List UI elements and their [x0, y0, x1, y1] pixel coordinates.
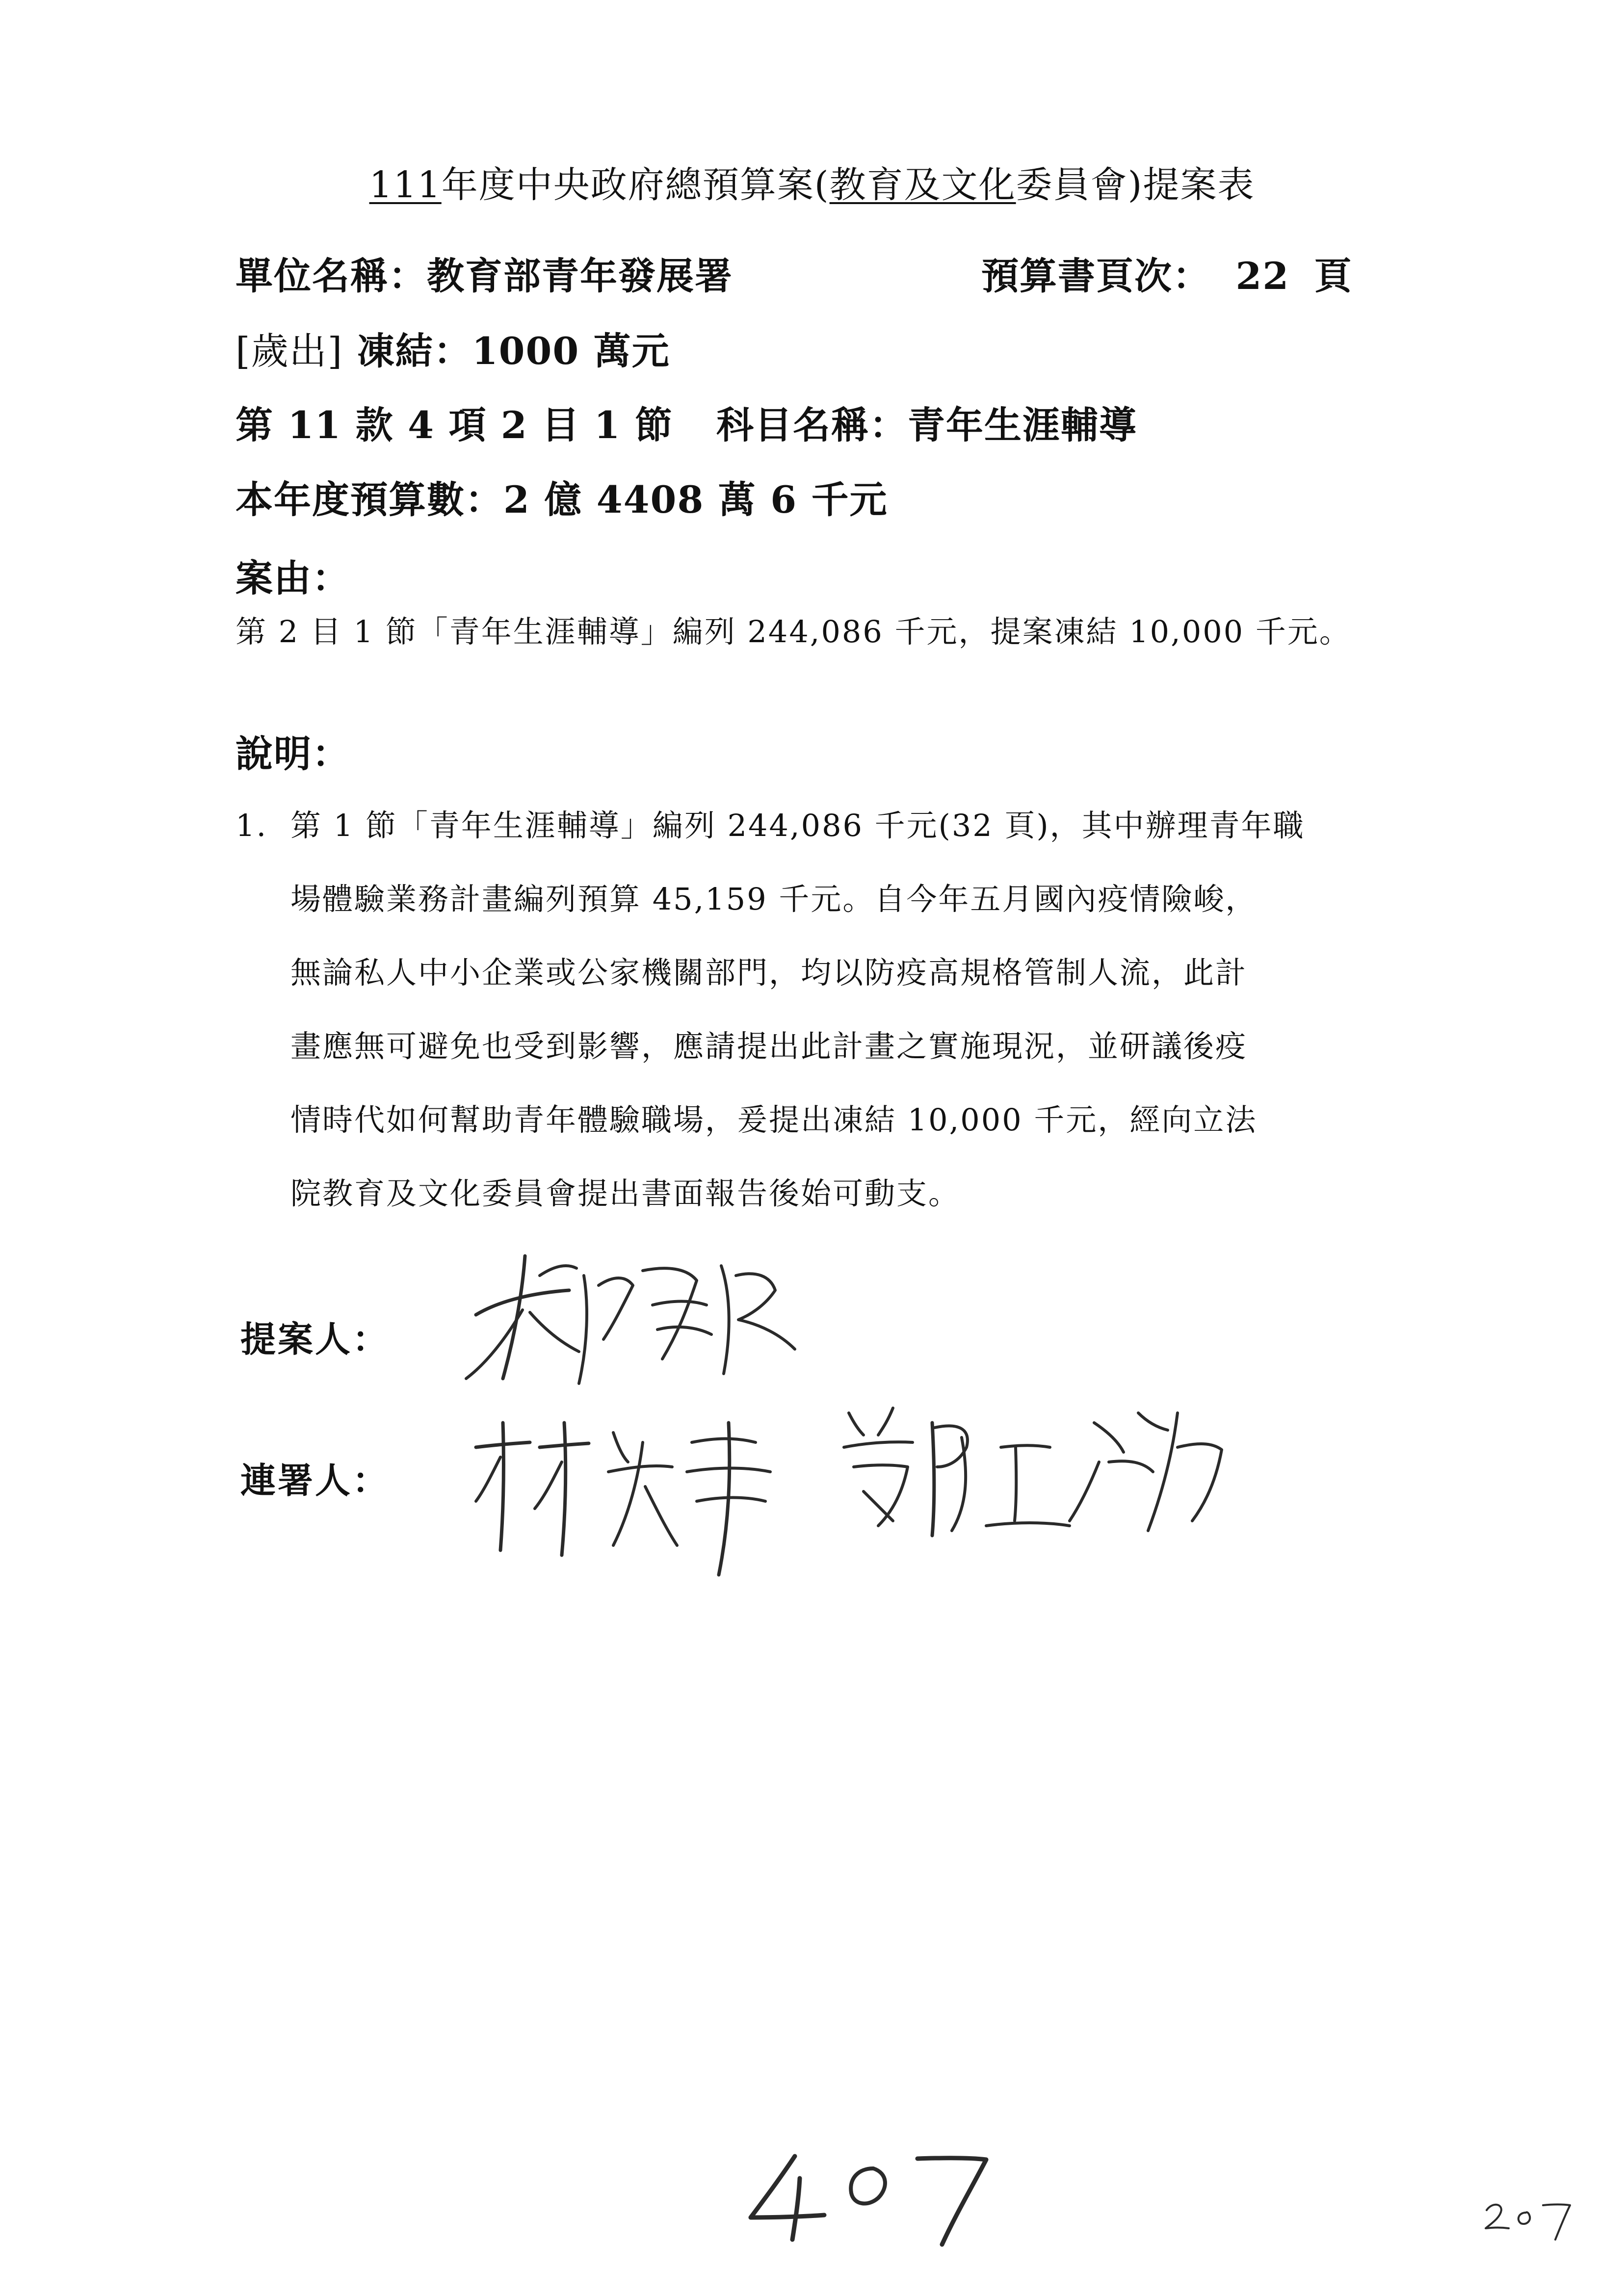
- budget-label: 本年度預算數：: [236, 478, 503, 522]
- cosigner-signature-1: [471, 1413, 785, 1580]
- page-number-large: [741, 2149, 996, 2247]
- budget-page-label: 預算書頁次：: [981, 254, 1211, 298]
- section-line: [236, 395, 673, 449]
- freeze-label: 凍結：: [357, 329, 472, 373]
- subject-label: 科目名稱：: [716, 403, 908, 447]
- reason-heading: 案由：: [236, 556, 350, 600]
- unit-name: 教育部青年發展署: [427, 254, 733, 298]
- page-number-small-drawing: [1482, 2193, 1575, 2242]
- title-end: 委員會)提案表: [1016, 164, 1255, 206]
- budget-page-line: [981, 246, 1353, 300]
- budget-amount: 2 億 4408 萬 6 千元: [503, 478, 888, 522]
- form-title: [0, 156, 1624, 208]
- cosigner-signature-1-drawing: [471, 1413, 785, 1580]
- page-number-small: [1482, 2193, 1575, 2242]
- explanation-item-text: 第 1 節「青年生涯輔導」編列 244,086 千元(32 頁)，其中辦理青年職 場體驗業務計畫編列預算 45,159 千元。自今年五月國內疫情險峻， 無論私人中小企業或公家機關部門，均以防疫高規格管制人流，此計 畫應無可避免也受到影響，應請提出此計畫之實施現況，並研議後疫 情時代如何幫助青年體驗職場，爰提出凍結 10,000 千元，經向立法 院教育及文化委員會提出書面報告後始可動支。: [290, 808, 1305, 1211]
- section-code: 第 11 款 4 項 2 目 1 節: [236, 403, 674, 447]
- unit-line: [236, 246, 733, 300]
- page-number-large-drawing: [741, 2149, 996, 2247]
- expenditure-tag: [歲出]: [236, 329, 343, 373]
- budget-page-suffix: 頁: [1314, 254, 1353, 298]
- proposer-signature: [456, 1246, 810, 1393]
- explanation-item-number: 1.: [236, 808, 268, 843]
- freeze-amount: 1000 萬元: [471, 329, 670, 373]
- reason-text: 第 2 目 1 節「青年生涯輔導」編列 244,086 千元，提案凍結 10,000 千元。: [236, 614, 1351, 650]
- explanation-item: [236, 789, 1447, 1240]
- budget-amount-line: [236, 470, 888, 523]
- subject-name: 青年生涯輔導: [908, 403, 1137, 447]
- title-mid: 年度中央政府總預算案(: [441, 164, 830, 206]
- unit-label: 單位名稱：: [236, 254, 427, 298]
- subject-line: [716, 395, 1137, 449]
- title-committee: 教育及文化: [829, 164, 1016, 206]
- freeze-line: [236, 321, 670, 375]
- proposer-label: 提案人：: [240, 1318, 390, 1360]
- budget-page-value: 22: [1235, 254, 1290, 298]
- cosigner-label: 連署人：: [240, 1460, 390, 1501]
- explanation-heading: 說明：: [236, 732, 350, 776]
- cosigner-signature-2: [834, 1393, 1236, 1540]
- proposer-signature-drawing: [456, 1246, 810, 1393]
- cosigner-signature-2-drawing: [834, 1393, 1236, 1540]
- title-year: 111: [369, 164, 442, 206]
